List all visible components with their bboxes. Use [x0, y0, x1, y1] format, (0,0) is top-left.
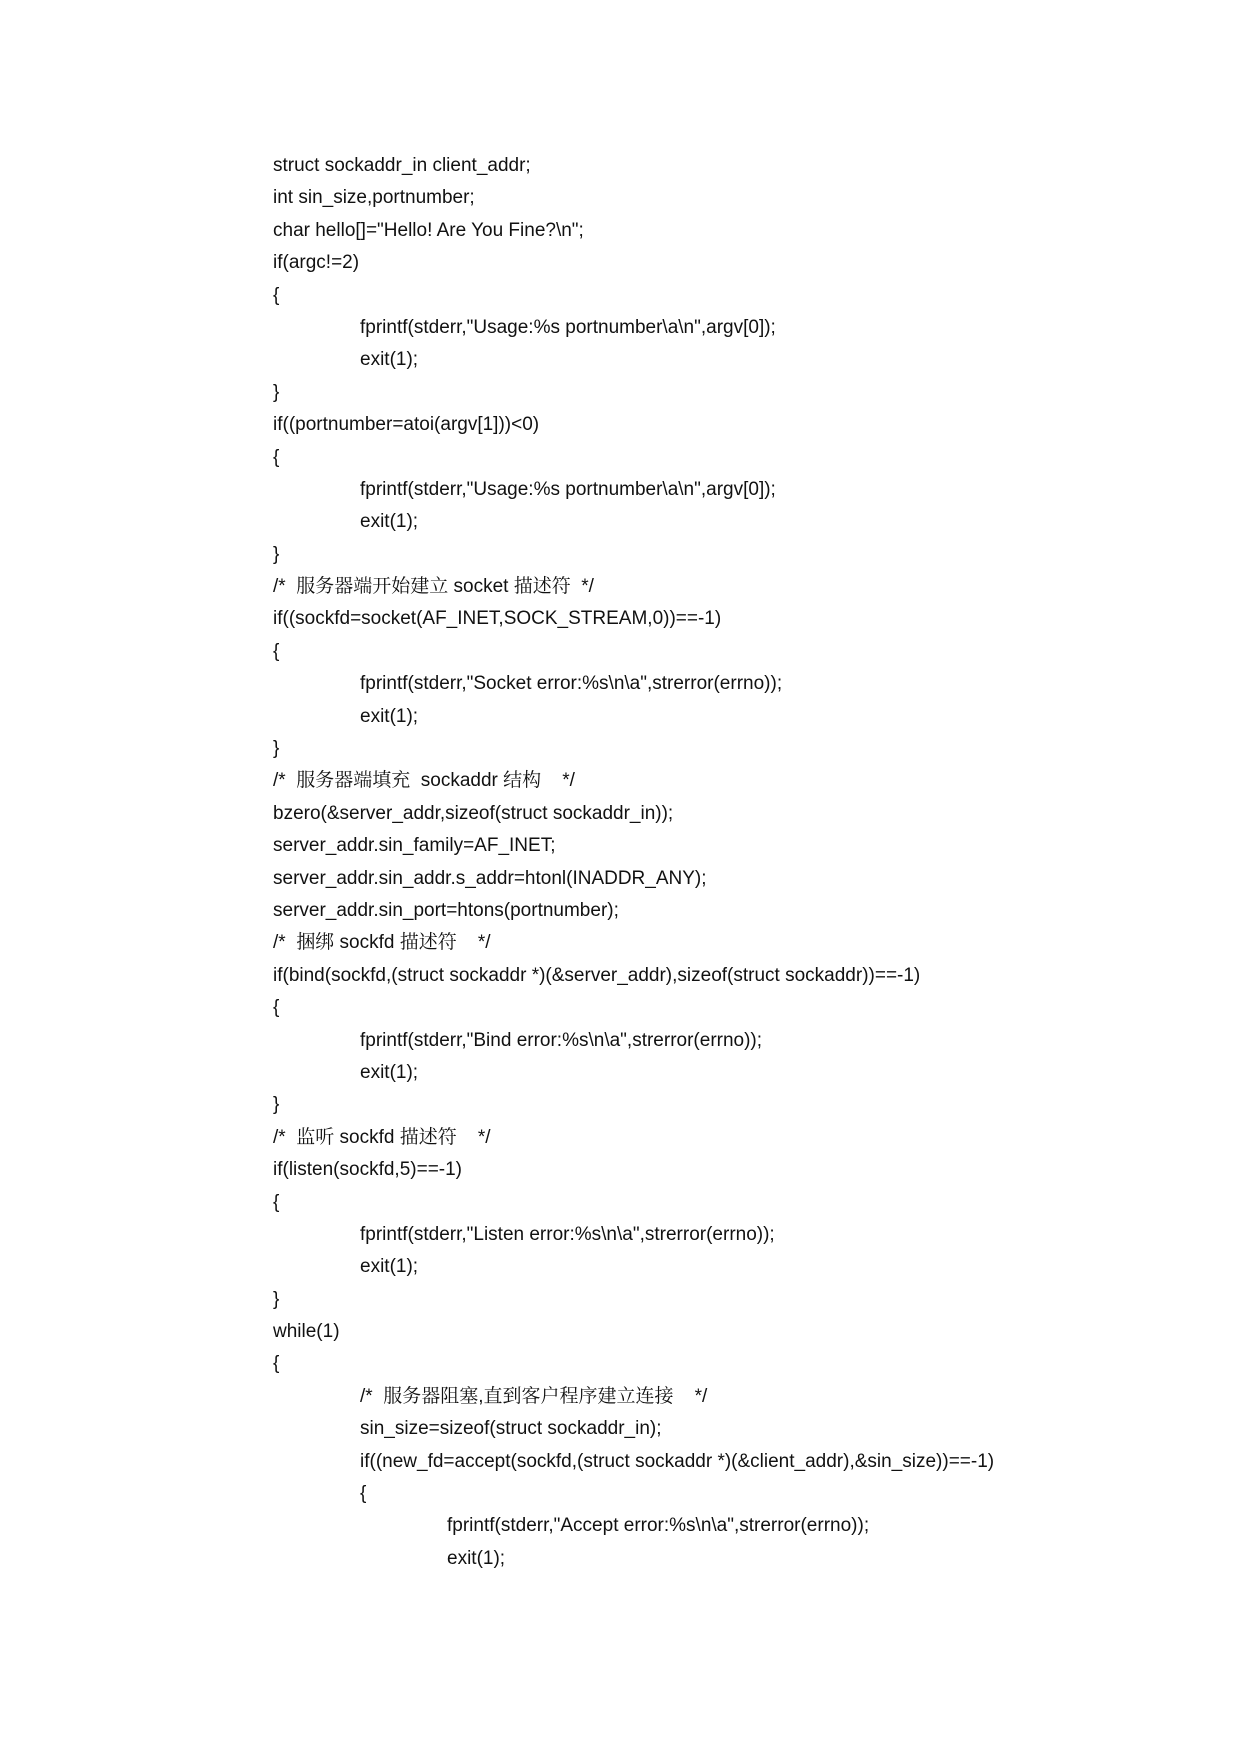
code-listing	[273, 150, 1173, 1575]
code-line: {	[273, 284, 280, 306]
code-line: struct sockaddr_in client_addr;	[273, 155, 531, 176]
code-line: {	[273, 1191, 280, 1213]
code-line: fprintf(stderr,"Usage:%s portnumber\a\n",argv[0]);	[360, 316, 776, 338]
code-line: exit(1);	[360, 1061, 419, 1083]
code-line: exit(1);	[447, 1547, 506, 1569]
code-line: server_addr.sin_family=AF_INET;	[273, 835, 556, 857]
code-line: while(1)	[273, 1321, 340, 1343]
code-line: fprintf(stderr,"Usage:%s portnumber\a\n",argv[0]);	[360, 478, 776, 500]
code-line: if(bind(sockfd,(struct sockaddr *)(&server_addr),sizeof(struct sockaddr))==-1)	[273, 964, 921, 986]
code-line: if((portnumber=atoi(argv[1]))<0)	[273, 414, 540, 436]
code-line: sin_size=sizeof(struct sockaddr_in);	[360, 1418, 662, 1440]
code-line: if((sockfd=socket(AF_INET,SOCK_STREAM,0))==-1)	[273, 608, 722, 630]
code-line: exit(1);	[360, 1256, 419, 1278]
code-line: server_addr.sin_port=htons(portnumber);	[273, 899, 619, 921]
code-line: int sin_size,portnumber;	[273, 187, 475, 209]
code-line: fprintf(stderr,"Bind error:%s\n\a",strerror(errno));	[360, 1029, 763, 1051]
code-line: }	[273, 1094, 280, 1116]
code-line: bzero(&server_addr,sizeof(struct sockaddr_in));	[273, 802, 674, 824]
code-line: {	[360, 1483, 367, 1505]
code-line: /* 服务器阻塞,直到客户程序建立连接 */	[360, 1385, 708, 1407]
code-line: exit(1);	[360, 705, 419, 727]
code-line: {	[273, 446, 280, 468]
code-line: char hello[]="Hello! Are You Fine?\n";	[273, 219, 584, 241]
code-line: }	[273, 543, 280, 565]
code-line: {	[273, 640, 280, 662]
code-line: if(argc!=2)	[273, 252, 360, 274]
code-line: server_addr.sin_addr.s_addr=htonl(INADDR_ANY);	[273, 867, 707, 889]
code-line: /* 服务器端开始建立 socket 描述符 */	[273, 576, 594, 598]
code-line: {	[273, 997, 280, 1019]
code-line: /* 服务器端填充 sockaddr 结构 */	[273, 770, 575, 792]
code-line: /* 捆绑 sockfd 描述符 */	[273, 932, 491, 954]
code-line: {	[273, 1353, 280, 1375]
code-line: exit(1);	[360, 511, 419, 533]
code-line: exit(1);	[360, 349, 419, 371]
code-line: /* 监听 sockfd 描述符 */	[273, 1126, 491, 1148]
code-line: fprintf(stderr,"Socket error:%s\n\a",strerror(errno));	[360, 673, 783, 695]
code-line: }	[273, 381, 280, 403]
code-line: }	[273, 1288, 280, 1310]
code-line: fprintf(stderr,"Accept error:%s\n\a",strerror(errno));	[447, 1515, 870, 1537]
code-line: if(listen(sockfd,5)==-1)	[273, 1159, 463, 1181]
code-line: if((new_fd=accept(sockfd,(struct sockaddr *)(&client_addr),&sin_size))==-1)	[360, 1450, 995, 1472]
code-line: }	[273, 738, 280, 760]
code-line: fprintf(stderr,"Listen error:%s\n\a",strerror(errno));	[360, 1223, 775, 1245]
